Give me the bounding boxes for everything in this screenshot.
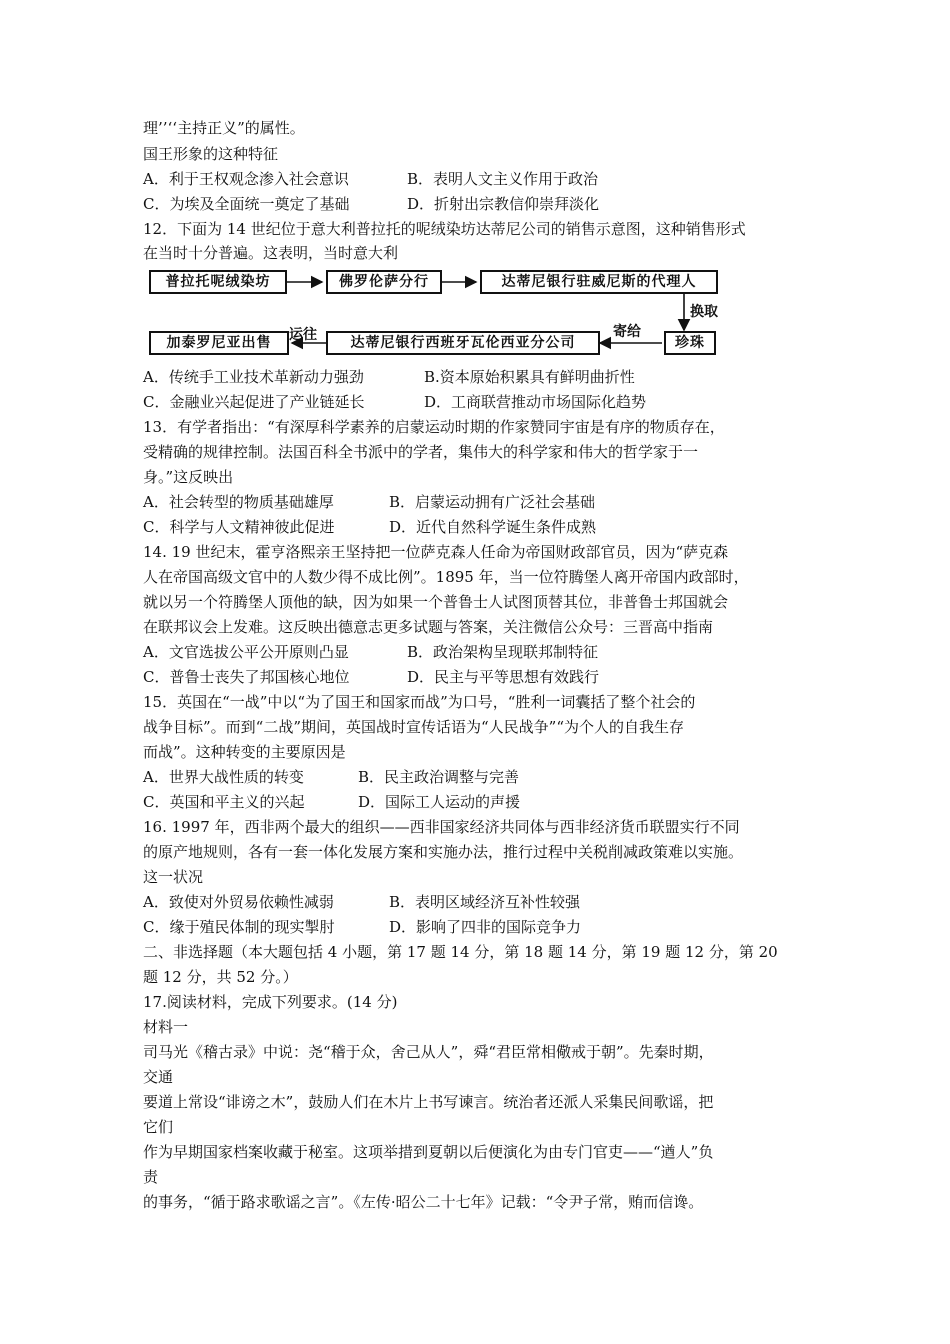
- text-line: 交通: [143, 1068, 174, 1086]
- text-line: 题 12 分，共 52 分。）: [143, 968, 298, 986]
- option-c: C．普鲁士丧失了邦国核心地位: [143, 668, 350, 686]
- option-a: A．世界大战性质的转变: [143, 768, 304, 786]
- box-valencia-branch: 达蒂尼银行西班牙瓦伦西亚分公司: [326, 331, 600, 355]
- question-17: 17.阅读材料，完成下列要求。(14 分): [143, 993, 398, 1011]
- option-d: D．折射出宗教信仰崇拜淡化: [407, 195, 600, 213]
- text-line: 就以另一个符腾堡人顶他的缺，因为如果一个普鲁士人试图顶替其位，非普鲁士邦国就会: [143, 593, 729, 611]
- question-15: 15．英国在“一战”中以“为了国王和国家而战”为口号，“胜利一词囊括了整个社会的: [143, 693, 696, 711]
- option-b: B．表明人文主义作用于政治: [407, 170, 599, 188]
- option-a: A．利于王权观念渗入社会意识: [143, 170, 349, 188]
- option-c: C．英国和平主义的兴起: [143, 793, 305, 811]
- label-exchange: 换取: [690, 304, 718, 320]
- question-14: 14. 19 世纪末，霍亨洛熙亲王坚持把一位萨克森人任命为帝国财政部官员，因为“萨克森: [143, 543, 729, 561]
- option-d: D．工商联营推动市场国际化趋势: [424, 393, 647, 411]
- section-heading: 二、非选择题（本大题包括 4 小题，第 17 题 14 分，第 18 题 14 分，第 19 题 12 分，第 20: [143, 943, 778, 961]
- text-line: 要道上常设“诽谤之木”，鼓励人们在木片上书写谏言。统治者还派人采集民间歌谣，把: [143, 1093, 714, 1111]
- text-line: 战争目标”。而到“二战”期间，英国战时宣传话语为“人民战争”“为个人的自我生存: [143, 718, 685, 736]
- option-b: B．表明区域经济互补性较强: [389, 893, 581, 911]
- option-d: D．国际工人运动的声援: [358, 793, 521, 811]
- option-c: C．科学与人文精神彼此促进: [143, 518, 335, 536]
- text-line: 国王形象的这种特征: [143, 145, 279, 163]
- option-b: B．启蒙运动拥有广泛社会基础: [389, 493, 596, 511]
- text-line: 的原产地规则，各有一套一体化发展方案和实施办法，推行过程中关税削减政策难以实施。: [143, 843, 744, 861]
- option-d: D．影响了四非的国际竞争力: [389, 918, 582, 936]
- option-a: A．致使对外贸易依赖性减弱: [143, 893, 334, 911]
- material-heading: 材料一: [143, 1018, 189, 1036]
- text-line: 人在帝国高级文官中的人数少得不成比例”。1895 年，当一位符腾堡人离开帝国内政部时，: [143, 568, 749, 586]
- option-c: C．缘于殖民体制的现实掣肘: [143, 918, 335, 936]
- text-line: 在当时十分普遍。这表明，当时意大利: [143, 244, 399, 262]
- label-ship: 运往: [289, 327, 317, 343]
- option-d: D．近代自然科学诞生条件成熟: [389, 518, 597, 536]
- label-send: 寄给: [613, 324, 641, 340]
- text-line: 受精确的规律控制。法国百科全书派中的学者，集伟大的科学家和伟大的哲学家于一: [143, 443, 699, 461]
- box-venice-agent: 达蒂尼银行驻威尼斯的代理人: [480, 270, 718, 294]
- option-a: A．传统手工业技术革新动力强劲: [143, 368, 364, 386]
- question-13: 13．有学者指出：“有深厚科学素养的启蒙运动时期的作家赞同宇宙是有序的物质存在，: [143, 418, 725, 436]
- question-16: 16. 1997 年，西非两个最大的组织——西非国家经济共同体与西非经济货币联盟实行不同: [143, 818, 740, 836]
- text-line: 司马光《稽古录》中说：尧“稽于众，舍己从人”，舜“君臣常相儆戒于朝”。先秦时期，: [143, 1043, 714, 1061]
- option-b: B．民主政治调整与完善: [358, 768, 520, 786]
- text-line: 作为早期国家档案收藏于秘室。这项举措到夏朝以后便演化为由专门官吏——“遒人”负: [143, 1143, 714, 1161]
- option-d: D．民主与平等思想有效践行: [407, 668, 600, 686]
- option-a: A．文官选拔公平公开原则凸显: [143, 643, 349, 661]
- option-a: A．社会转型的物质基础雄厚: [143, 493, 334, 511]
- text-line: 它们: [143, 1118, 174, 1136]
- text-line: 身。”这反映出: [143, 468, 234, 486]
- box-pearls: 珍珠: [664, 331, 716, 355]
- text-line: 这一状况: [143, 868, 204, 886]
- text-line: 的事务，“循于路求歌谣之言”。《左传·昭公二十七年》记载：“令尹子常，贿而信谗。: [143, 1193, 704, 1211]
- question-12: 12．下面为 14 世纪位于意大利普拉托的呢绒染坊达蒂尼公司的销售示意图，这种销售形式: [143, 220, 746, 238]
- option-c: C．金融业兴起促进了产业链延长: [143, 393, 365, 411]
- box-prato-dyehouse: 普拉托呢绒染坊: [149, 270, 287, 294]
- box-florence-branch: 佛罗伦萨分行: [326, 270, 442, 294]
- text-line: 而战”。这种转变的主要原因是: [143, 743, 346, 761]
- text-line: 在联邦议会上发难。这反映出德意志更多试题与答案，关注微信公众号：三晋高中指南: [143, 618, 714, 636]
- text-line: 理’’‘‘主持正义”的属性。: [143, 119, 305, 137]
- option-c: C．为埃及全面统一奠定了基础: [143, 195, 350, 213]
- box-catalonia-sale: 加泰罗尼亚出售: [149, 331, 289, 355]
- option-b: B.资本原始积累具有鲜明曲折性: [424, 368, 635, 386]
- option-b: B．政治架构呈现联邦制特征: [407, 643, 599, 661]
- text-line: 责: [143, 1168, 159, 1186]
